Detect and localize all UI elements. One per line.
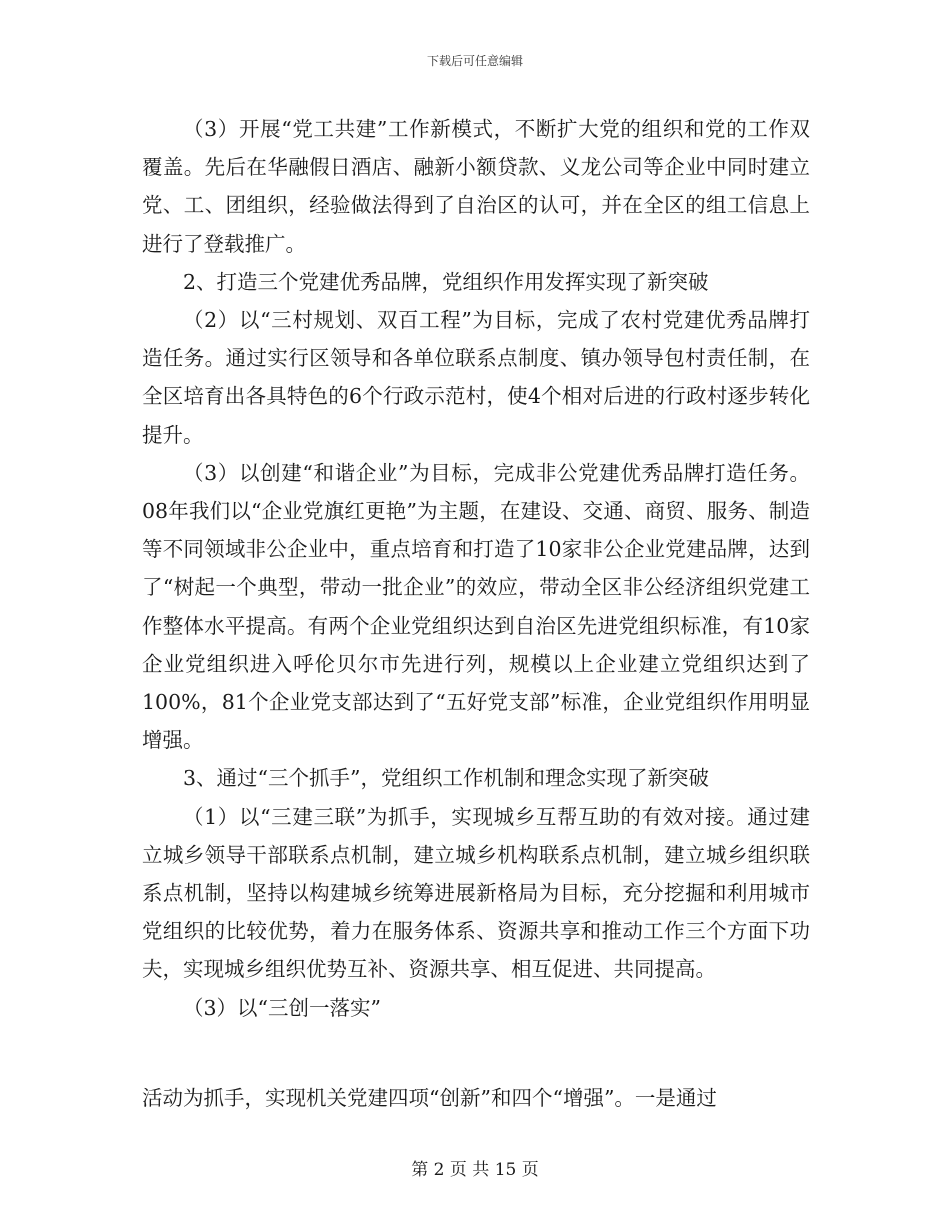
- page-header-note: 下载后可任意编辑: [426, 54, 523, 68]
- page-number: 第 2 页 共 15 页: [411, 1160, 539, 1180]
- document-body: [142, 110, 810, 1117]
- section-heading: 3、通过“三个抓手”，党组织工作机制和理念实现了新突破: [183, 766, 710, 791]
- paragraph-continuation: 活动为抓手，实现机关党建四项“创新”和四个“增强”。一是通过: [142, 1085, 717, 1110]
- paragraph: （3）开展“党工共建”工作新模式，不断扩大党的组织和党的工作双覆盖。先后在华融假日酒店、融新小额贷款、义龙公司等企业中同时建立党、工、团组织，经验做法得到了自治区的认可，并在全区的组工信息上进行了登载推广。: [142, 117, 810, 256]
- paragraph: （2）以“三村规划、双百工程”为目标，完成了农村党建优秀品牌打造任务。通过实行区领导和各单位联系点制度、镇办领导包村责任制，在全区培育出各具特色的6个行政示范村，使4个相对后进的行政村逐步转化提升。: [142, 308, 810, 447]
- paragraph: （3）以“三创一落实”: [183, 995, 382, 1020]
- paragraph: （1）以“三建三联”为抓手，实现城乡互帮互助的有效对接。通过建立城乡领导干部联系点机制，建立城乡机构联系点机制，建立城乡组织联系点机制，坚持以构建城乡统筹进展新格局为目标，充分挖掘和利用城市党组织的比较优势，着力在服务体系、资源共享和推动工作三个方面下功夫，实现城乡组织优势互补、资源共享、相互促进、共同提高。: [142, 804, 810, 982]
- section-heading: 2、打造三个党建优秀品牌，党组织作用发挥实现了新突破: [183, 269, 709, 294]
- paragraph: （3）以创建“和谐企业”为目标，完成非公党建优秀品牌打造任务。08年我们以“企业党旗红更艳”为主题，在建设、交通、商贸、服务、制造等不同领域非公企业中，重点培育和打造了10家非公企业党建品牌，达到了“树起一个典型，带动一批企业”的效应，带动全区非公经济组织党建工作整体水平提高。有两个企业党组织达到自治区先进党组织标准，有10家企业党组织进入呼伦贝尔市先进行列，规模以上企业建立党组织达到了100%，81个企业党支部达到了“五好党支部”标准，企业党组织作用明显增强。: [142, 460, 810, 753]
